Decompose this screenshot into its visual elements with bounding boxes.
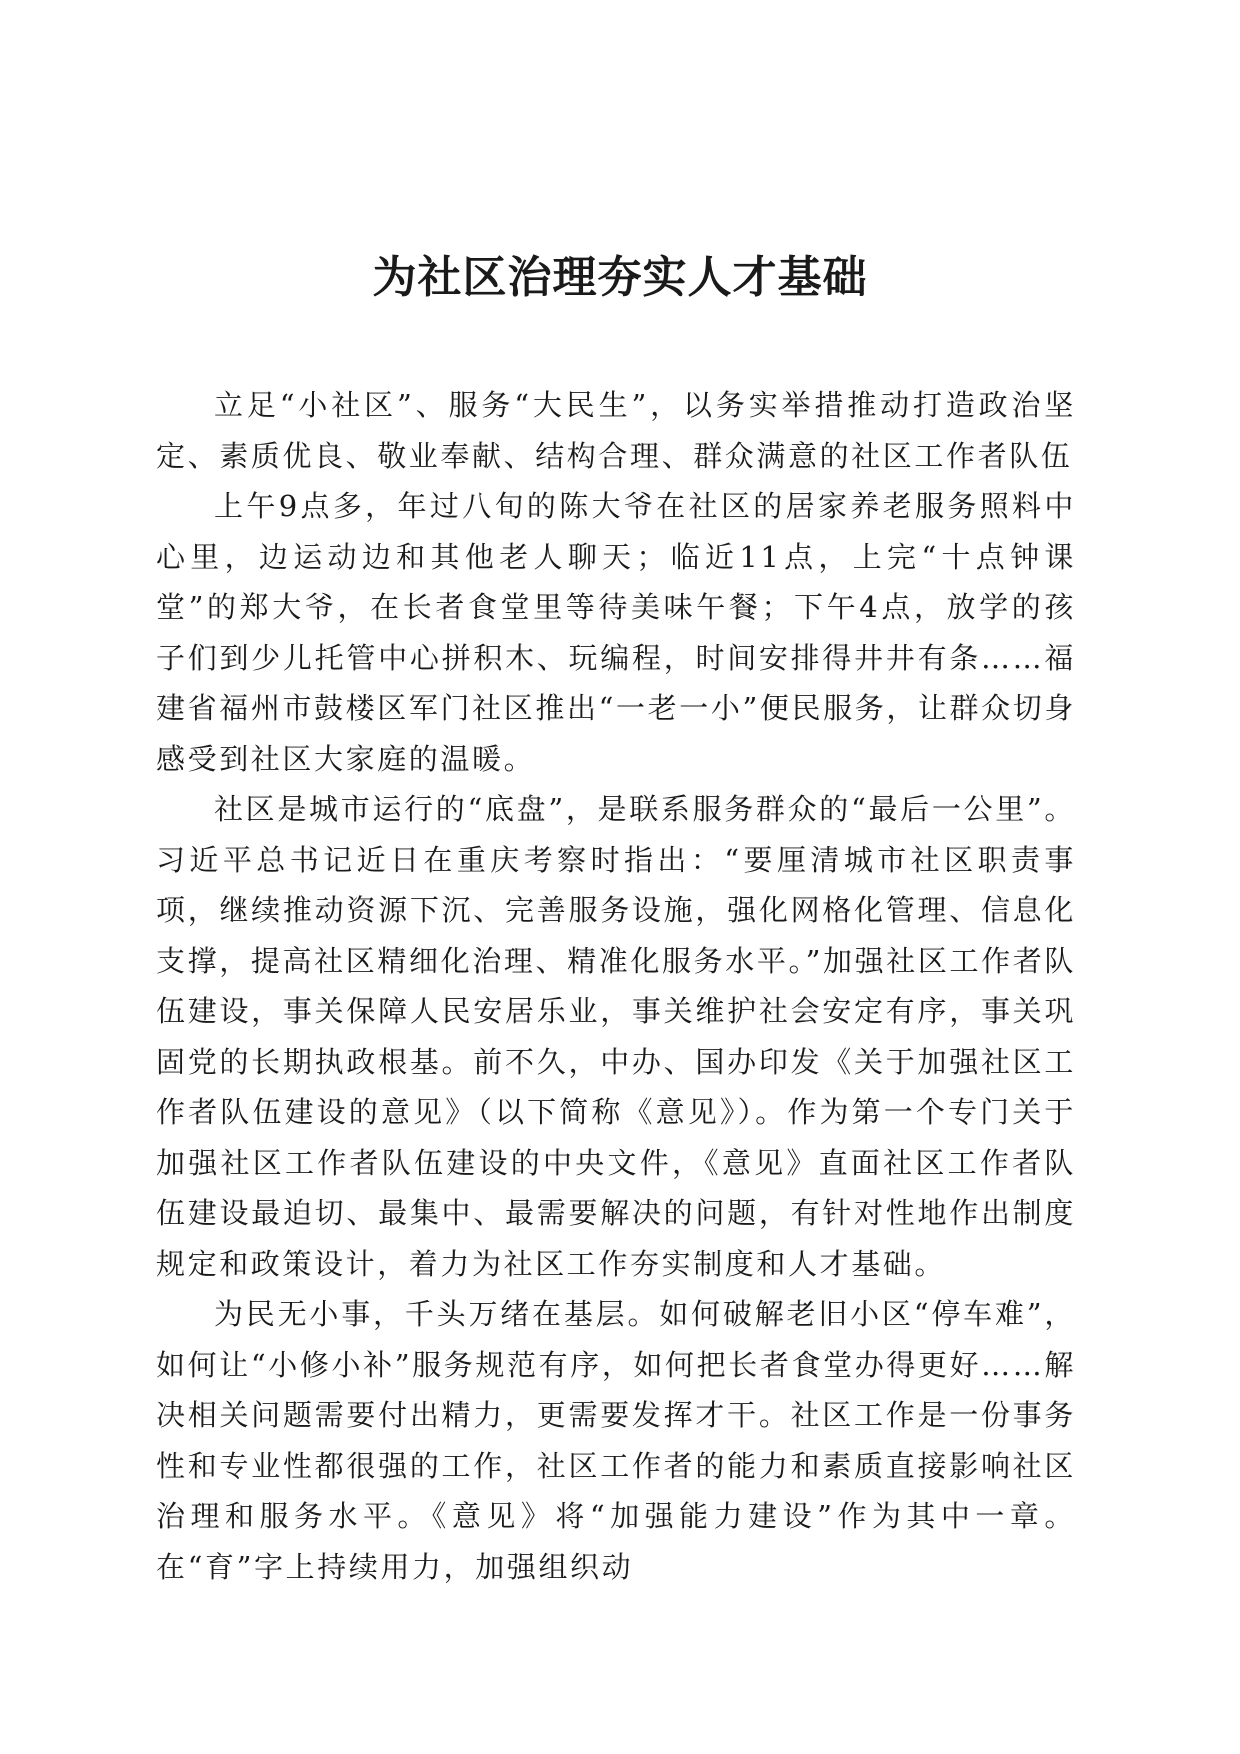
paragraph-capacity-building: 为民无小事，千头万绪在基层。如何破解老旧小区“停车难”，如何让“小修小补”服务规范有序，如何把长者食堂办得更好……解决相关问题需要付出精力，更需要发挥才干。社区工作是一份事务性和专业性都很强的工作，社区工作者的能力和素质直接影响社区治理和服务水平。《意见》将“加强能力建设”作为其中一章。在“育”字上持续用力，加强组织动	[156, 1297, 1076, 1584]
document-title: 为社区治理夯实人才基础	[372, 252, 868, 303]
document-body	[156, 380, 1076, 1592]
paragraph-policy-opinion: 社区是城市运行的“底盘”，是联系服务群众的“最后一公里”。习近平总书记近日在重庆考察时指出：“要厘清城市社区职责事项，继续推动资源下沉、完善服务设施，强化网格化管理、信息化支撑，提高社区精细化治理、精准化服务水平。”加强社区工作者队伍建设，事关保障人民安居乐业，事关维护社会安定有序，事关巩固党的长期执政根基。前不久，中办、国办印发《关于加强社区工作者队伍建设的意见》（以下简称《意见》）。作为第一个专门关于加强社区工作者队伍建设的中央文件，《意见》直面社区工作者队伍建设最迫切、最集中、最需要解决的问题，有针对性地作出制度规定和政策设计，着力为社区工作夯实制度和人才基础。	[156, 792, 1076, 1281]
paragraph-lead: 立足“小社区”、服务“大民生”，以务实举措推动打造政治坚定、素质优良、敬业奉献、结构合理、群众满意的社区工作者队伍	[156, 388, 1076, 473]
paragraph-community-services: 上午9点多，年过八旬的陈大爷在社区的居家养老服务照料中心里，边运动边和其他老人聊天；临近11点，上完“十点钟课堂”的郑大爷，在长者食堂里等待美味午餐；下午4点，放学的孩子们到少儿托管中心拼积木、玩编程，时间安排得井井有条……福建省福州市鼓楼区军门社区推出“一老一小”便民服务，让群众切身感受到社区大家庭的温暖。	[156, 489, 1076, 776]
